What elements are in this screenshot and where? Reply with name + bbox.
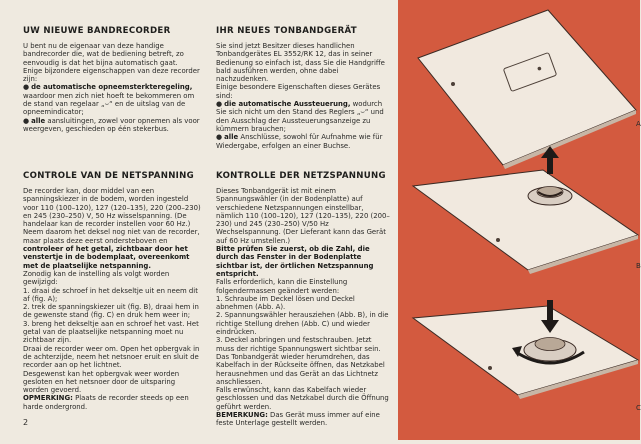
nl-voltage-step-3: 3. breng het dekseltje aan en schroef het vast. Het getal van de plaatselijke netspanning moet nu zichtbaar zijn. [23, 319, 199, 345]
nl-voltage-title: CONTROLE VAN DE NETSPANNING [23, 171, 195, 181]
nl-voltage-p4: Draai de recorder weer om. Open het opbergvak in de achterzijde, neem het netsnoer eruit en sluit de recorder aan op het lichtnet. [23, 344, 200, 370]
de-voltage-p4: Das Tonbandgerät wieder herumdrehen, das Kabelfach in der Rückseite öffnen, das Netzkabel herausnehmen und das Gerät an das Lichtnetz anschliessen. [216, 352, 385, 386]
de-intro-text: Sie sind jetzt Besitzer dieses handlichen Tonbandgerätes EL 3552/RK 12, das in seiner Bedienung so einfach ist, dass Sie die Handgriffe bald ausführen werden, ohne dabei nachzudenken. [216, 42, 385, 84]
nl-voltage-step-2: 2. trek de spanningskiezer uit (fig. B), draai hem in de gewenste stand (fig. C) en druk hem weer in; [23, 303, 199, 320]
nl-voltage-p1: De recorder kan, door middel van een spanningskiezer in de bodem, worden ingesteld voor 110 (100–120), 127 (120–135), 220 (200–230) en 245 (230–250) V, 50 Hz wisselspanning. (De handelaar kan de recorder instellen voor 60 Hz.) [23, 187, 201, 229]
nl-voltage-section [23, 171, 201, 411]
nl-intro-bullet-2: ● alle aansluitingen, zowel voor opnemen als voor weergeven, geschieden op één stekerbus. [23, 117, 201, 134]
de-voltage-section [216, 171, 390, 428]
de-voltage-p3: Falls erforderlich, kann die Einstellung folgendermassen geändert werden: [216, 278, 348, 295]
figure-a-illustration [418, 10, 636, 169]
de-voltage-p1: Dieses Tonbandgerät ist mit einem Spannungswähler (in der Bodenplatte) auf verschiedene Netzspannungen einstellbar, nämlich 110 (100–120), 127 (120–135), 220 (200–230) und 245 (230–250) V/50 Hz Wechselspannung. (Der Lieferant kann das Gerät auf 60 Hz umstellen.) [216, 187, 390, 245]
de-intro-bullet-1: ● die automatische Aussteuerung, wodurch Sie sich nicht um den Stand des Reglers „⌣“ und den Ausschlag der Aussteuerungsanzeige zu kümmern brauchen; [216, 100, 390, 133]
de-voltage-step-3: 3. Deckel anbringen und festschrauben. Jetzt muss der richtige Spannungswert sichtbar sein. [216, 336, 381, 353]
figures-svg [398, 0, 640, 440]
nl-intro-title: UW NIEUWE BANDRECORDER [23, 26, 171, 36]
illustration-panel [398, 0, 640, 440]
figure-c-label: C [636, 404, 641, 412]
figure-a-label: A [636, 120, 641, 128]
de-voltage-title: KONTROLLE DER NETZSPANNUNG [216, 171, 386, 181]
nl-voltage-p3: Zonodig kan de instelling als volgt worden gewijzigd: [23, 269, 170, 287]
nl-voltage-step-1: 1. draai de schroef in het dekseltje uit en neem dit af (fig. A); [23, 286, 198, 303]
de-intro-bullet-2: ● alle Anschlüsse, sowohl für Aufnahme wie für Wiedergabe, erfolgen an einer Buchse. [216, 133, 390, 150]
page-number: 2 [23, 418, 29, 427]
nl-voltage-note: OPMERKING: Plaats de recorder steeds op een harde ondergrond. [23, 394, 189, 411]
de-voltage-step-1: 1. Schraube im Deckel lösen und Deckel abnehmen (Abb. A). [216, 294, 355, 312]
nl-voltage-p2: Neem daarom het deksel nog niet van de recorder, maar plaats deze eerst ondersteboven en controleer of het getal, zichtbaar door het venstertje in de bodemplaat, overeenkomt met de plaatselijke netspanning. [23, 228, 200, 270]
nl-voltage-p5: Desgewenst kan het opbergvak weer worden gesloten en het netsnoer door de uitsparing worden gevoerd. [23, 369, 180, 395]
nl-intro-bullet-1: ● de automatische opneemsterkteregeling, waardoor men zich niet hoeft te bekommeren om de stand van regelaar „⌣“ en de uitslag van de opneemindicator; [23, 83, 201, 116]
figure-b-label: B [636, 262, 641, 270]
figure-b-illustration [413, 146, 638, 274]
de-voltage-step-2: 2. Spannungswähler herausziehen (Abb. B), in die richtige Stellung drehen (Abb. C) und wieder eindrücken. [216, 311, 389, 337]
figure-c-illustration [413, 300, 638, 399]
de-intro-title: IHR NEUES TONBANDGERÄT [216, 26, 357, 36]
de-intro-lead: Einige besondere Eigenschaften dieses Gerätes sind: [216, 83, 381, 100]
nl-intro-text: U bent nu de eigenaar van deze handige bandrecorder die, wat de bediening betreft, zo eenvoudig is dat het bijna automatisch gaat. [23, 42, 184, 67]
nl-intro-section [23, 26, 201, 133]
de-voltage-p2: Bitte prüfen Sie zuerst, ob die Zahl, die durch das Fenster in der Bodenplatte sichtbar ist, der örtlichen Netzspannung entspricht. [216, 245, 374, 278]
nl-intro-lead: Enige bijzondere eigenschappen van deze recorder zijn: [23, 66, 200, 84]
de-voltage-p5: Falls erwünscht, kann das Kabelfach wieder geschlossen und das Netzkabel durch die Öffnung geführt werden. [216, 386, 389, 411]
de-intro-section [216, 26, 390, 150]
de-voltage-note: BEMERKUNG: Das Gerät muss immer auf eine feste Unterlage gestellt werden. [216, 411, 380, 428]
